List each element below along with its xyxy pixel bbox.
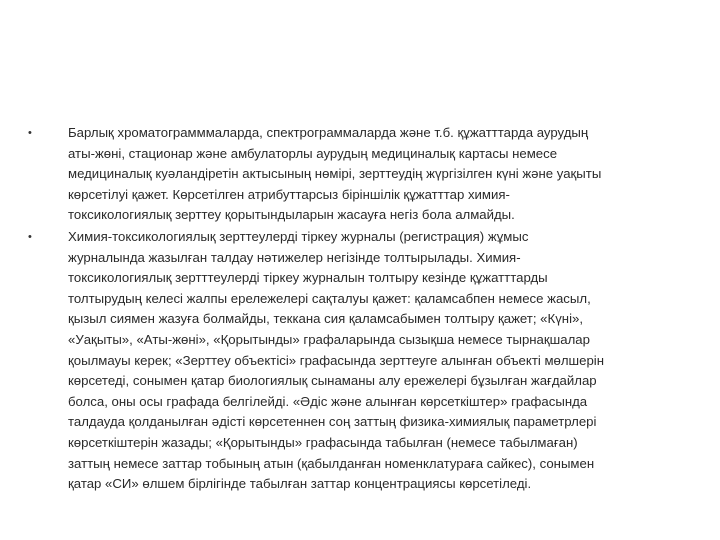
paragraph-line: қатар «СИ» өлшем бірлігінде табылған заттар концентрациясы көрсетіледі. [68,476,532,492]
paragraph-line: толтырудың келесі жалпы ерележелері сақталуы қажет: қаламсабпен немесе жасыл, [68,290,591,306]
paragraph-line: қызыл сиямен жазуға болмайды, теккана сия қаламсабымен толтыру қажет; «Күні», [68,311,583,327]
bullet-list [28,123,688,495]
paragraph-line: талдауда қолданылған әдісті көрсетеннен соң заттың физика-химиялық параметрлері [68,414,597,430]
paragraph-line: Барлық хроматограмммаларда, спектрограммаларда және т.б. құжатттарда аурудың [68,125,589,140]
paragraph-line: Химия-токсикологиялық зерттеулерді тіркеу журналы (регистрация) жұмыс [68,228,529,244]
paragraph-1 [68,123,688,226]
paragraph-line: медициналық куәландіретін актысының нөмірі, зерттеудің жүргізілген күні және уақыты [68,166,602,182]
paragraph-line: қоылмауы керек; «Зерттеу объектісі» графасында зерттеуге алынған объекті мөлшерін [68,352,605,368]
paragraph-line: көрсетілуі қажет. Көрсетілген атрибуттарсыз біріншілік құжатттар химия- [68,186,510,202]
bullet-item-1 [28,123,688,226]
paragraph-line: болса, оны осы графада белгілейді. «Әдіс және алынған көрсеткіштер» графасында [68,393,588,409]
paragraph-line: көрсеткіштерін жазады; «Қорытынды» графасында табылған (немесе табылмаған) [68,434,578,450]
bullet-dot-icon: • [28,230,32,243]
paragraph-line: токсикологиялық зерттеу қорытындыларын жасауға негіз бола алмайды. [68,207,515,223]
paragraph-line: көрсетеді, сонымен қатар биологиялық сынаманы алу ережелері бұзылған жағдайлар [68,373,597,389]
paragraph-line: «Уақыты», «Аты-жөні», «Қорытынды» графаларында сызықша немесе тырнақшалар [68,331,590,347]
bullet-dot-icon: • [28,127,32,139]
paragraph-line: токсикологиялық зертттеулерді тіркеу журналын толтыру кезінде құжатттарды [68,270,548,286]
bullet-item-2 [28,227,688,495]
paragraph-2 [68,227,688,495]
paragraph-line: заттың немесе заттар тобының атын (қабылданған номенклатураға сайкес), сонымен [68,455,595,471]
paragraph-line: журналында жазылған талдау нәтижелер негізінде толтырылады. Химия- [68,249,521,265]
paragraph-line: аты-жөні, стационар және амбулаторлы аурудың медициналық картасы немесе [68,145,558,161]
